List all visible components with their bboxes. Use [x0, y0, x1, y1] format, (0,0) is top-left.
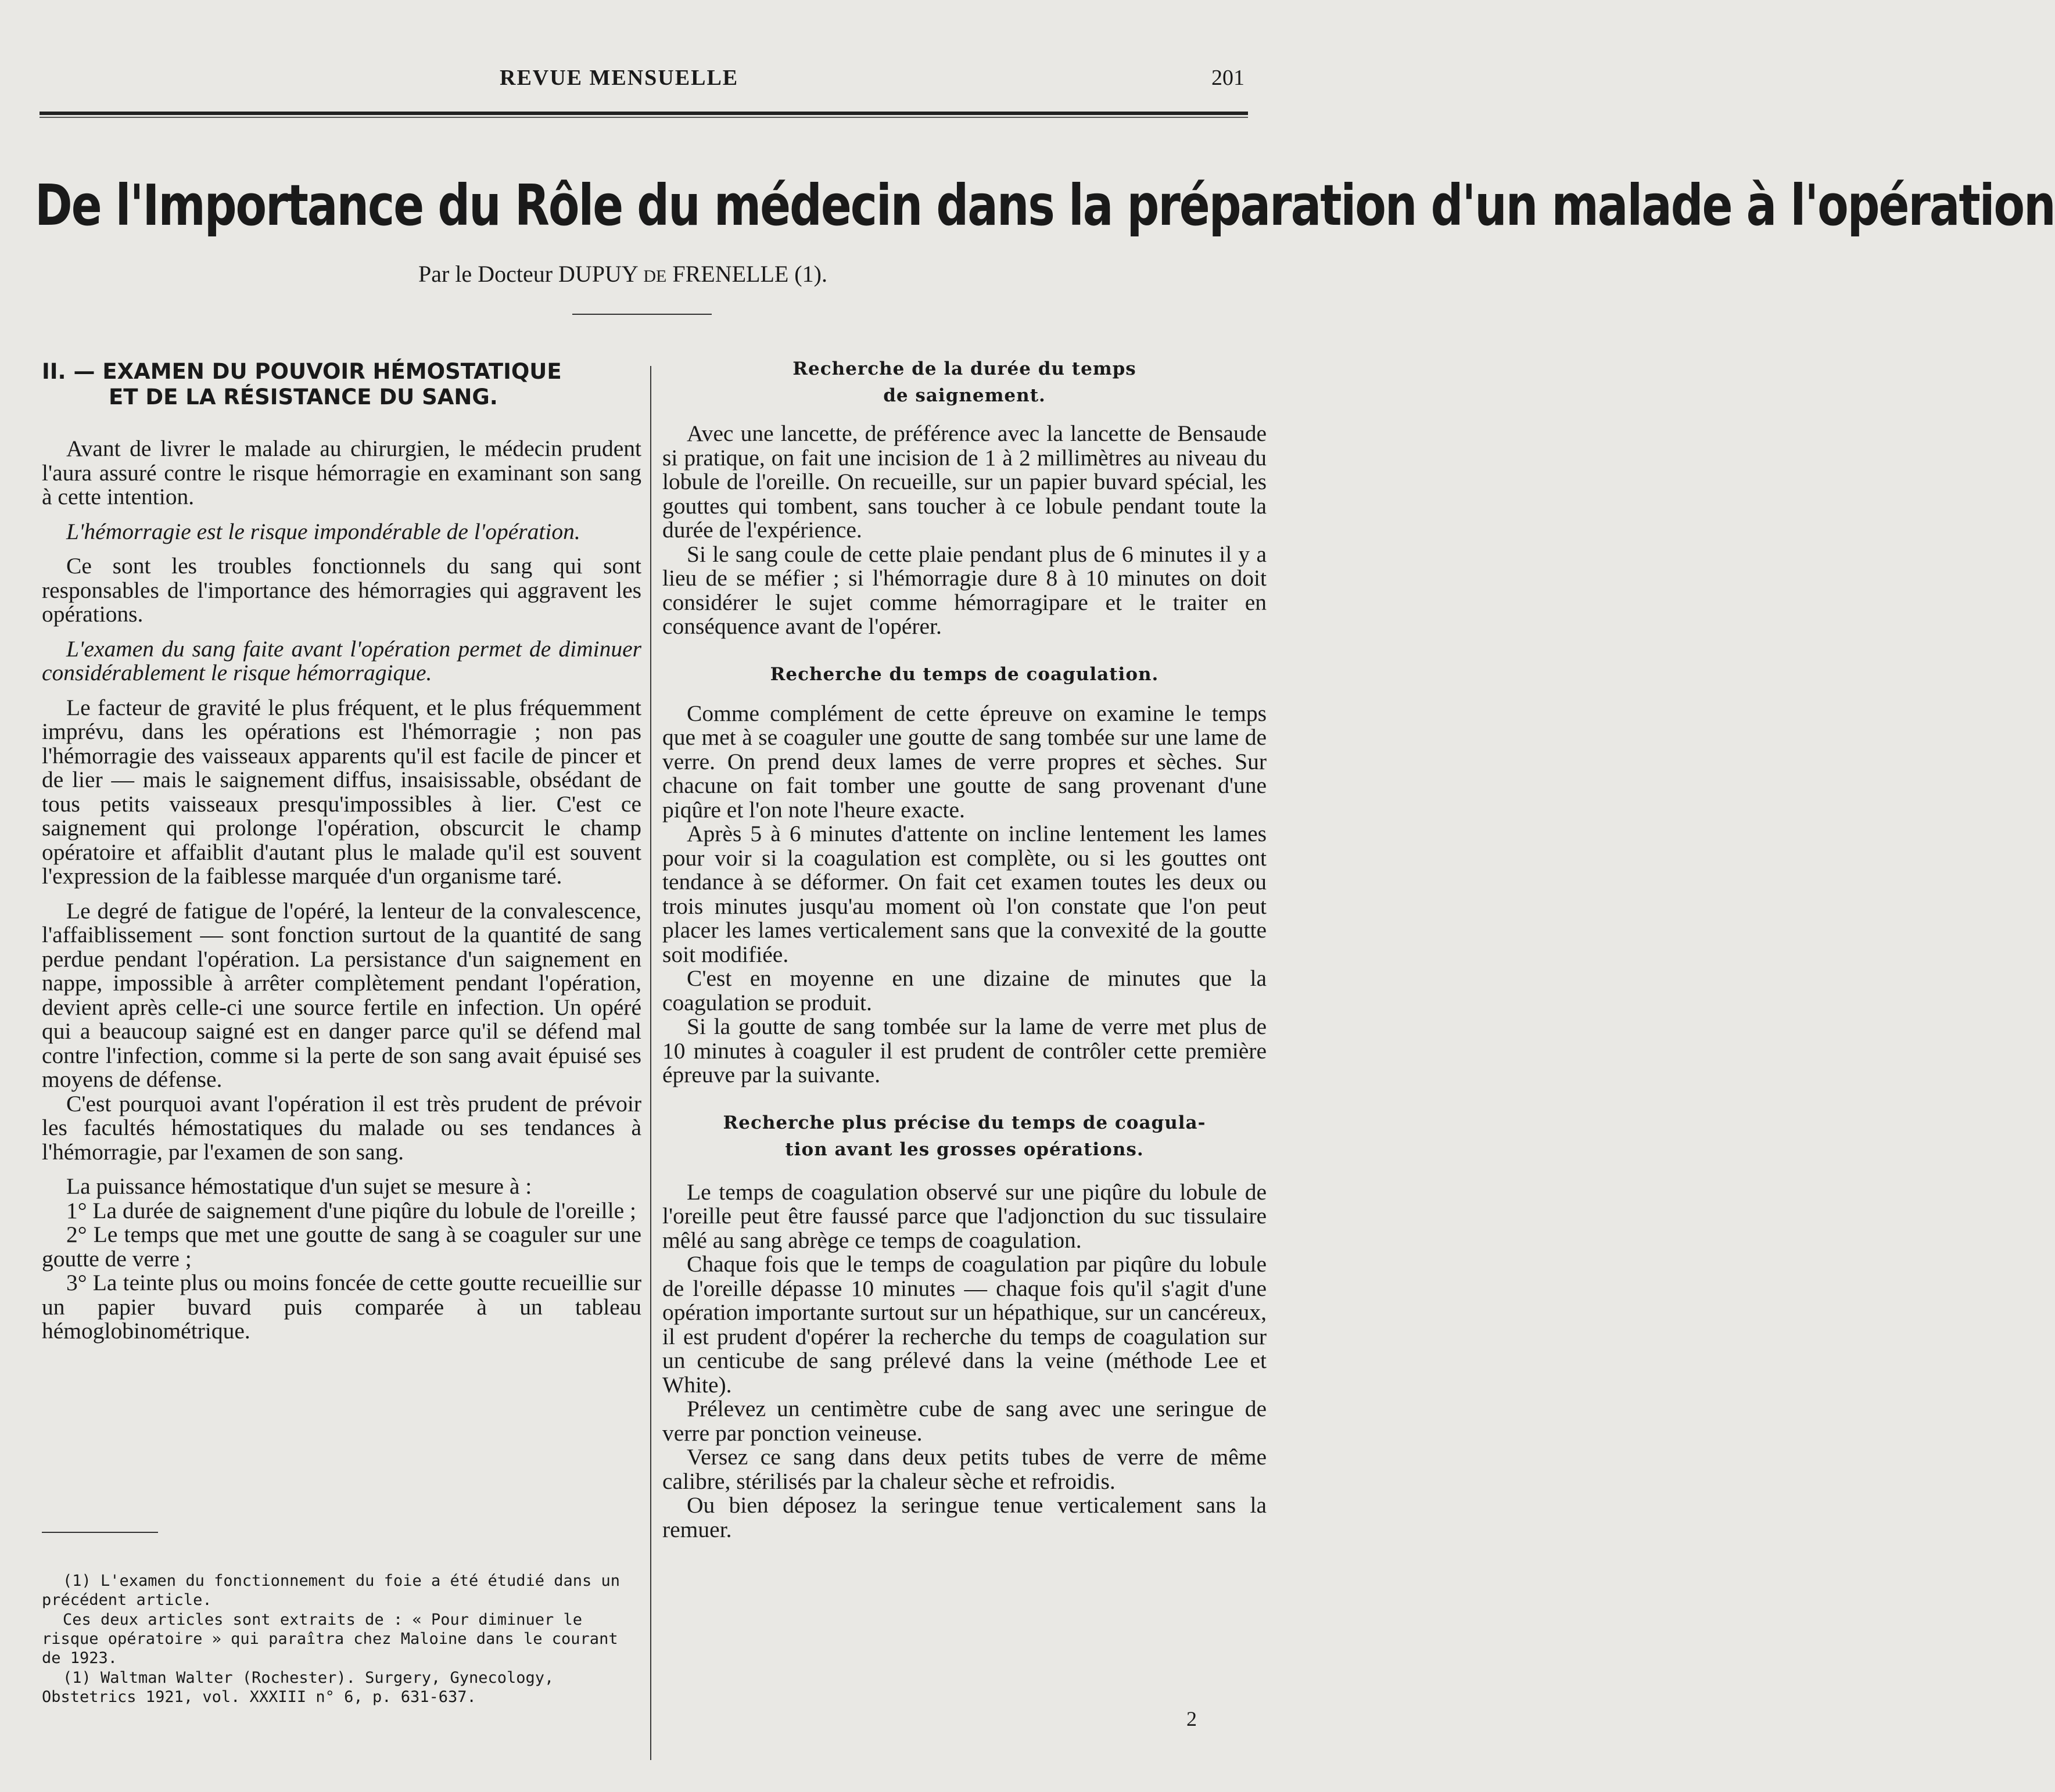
section-title-line2: ET DE LA RÉSISTANCE DU SANG. [109, 385, 498, 410]
paragraph: Chaque fois que le temps de coagulation par piqûre du lobule de l'oreille dépasse 10 minutes — chaque fois qu'il s'agit d'une opération importante surtout sur un hépathique, sur un cancéreux, il est prudent d'opérer la recherche du temps de coagulation sur un centicube de sang prélevé dans la veine (méthode Lee et White). [662, 1251, 1267, 1398]
column-divider [650, 366, 651, 1760]
byline-prefix: Par le Docteur DUPUY [418, 261, 644, 287]
header-rule-thin [40, 117, 1248, 118]
subheading-precise-coagulation [662, 1109, 1267, 1163]
paragraph: Ce sont les troubles fonctionnels du sang qui sont responsables de l'importance des hémorragies qui aggravent les opérations. [42, 553, 641, 627]
title-separator [572, 314, 712, 315]
list-intro: La puissance hémostatique d'un sujet se mesure à : [66, 1173, 532, 1199]
paragraph: Si la goutte de sang tombée sur la lame de verre met plus de 10 minutes à coaguler il est prudent de contrôler cette première épreuve par la suivante. [662, 1014, 1267, 1087]
list-item: 2° Le temps que met une goutte de sang à se coaguler sur une goutte de verre ; [42, 1222, 641, 1272]
article-byline [418, 260, 827, 288]
running-head: REVUE MENSUELLE [500, 66, 739, 90]
subheading-line: de saignement. [883, 385, 1046, 406]
footnote: (1) L'examen du fonctionnement du foie a été étudié dans un précédent article. [42, 1572, 621, 1609]
subheading-bleeding-time [662, 355, 1267, 409]
paragraph: Avant de livrer le malade au chirurgien, le médecin prudent l'aura assuré contre le risque hémorragie en examinant son sang à cette intention. [42, 436, 641, 509]
subheading-coagulation-time: Recherche du temps de coagulation. [770, 663, 1159, 685]
left-column [42, 437, 641, 1344]
paragraph: Si le sang coule de cette plaie pendant plus de 6 minutes il y a lieu de se méfier ; si l'hémorragie dure 8 à 10 minutes on doit considérer le sujet comme hémorragipare et le traiter en conséquence avant de l'opérer. [662, 541, 1267, 639]
list-item: 3° La teinte plus ou moins foncée de cette goutte recueillie sur un papier buvard puis comparée à un tableau hémoglobinométrique. [42, 1270, 641, 1344]
footnote: (1) Waltman Walter (Rochester). Surgery, Gynecology, Obstetrics 1921, vol. XXXIII n° 6, p. 631-637. [42, 1669, 554, 1706]
paragraph: Prélevez un centimètre cube de sang avec une seringue de verre par ponction veineuse. [662, 1396, 1267, 1446]
article-title: De l'Importance du Rôle du médecin dans la préparation d'un malade à l'opération [35, 173, 2055, 239]
paragraph: Après 5 à 6 minutes d'attente on incline lentement les lames pour voir si la coagulation est complète, ou si les gouttes ont tendance à se déformer. On fait cet examen toutes les deux ou trois minutes jusqu'au moment où l'on constate que l'on peut placer les lames verticalement sans que la convexité de la goutte soit modifiée. [662, 821, 1267, 967]
page-number: 201 [1211, 66, 1245, 90]
paragraph: C'est pourquoi avant l'opération il est très prudent de prévoir les facultés hémostatiques du malade ou ses tendances à l'hémorragie, par l'examen de son sang. [42, 1090, 641, 1165]
subheading-line: Recherche plus précise du temps de coagula- [723, 1112, 1206, 1133]
subheading-line: tion avant les grosses opérations. [785, 1139, 1144, 1160]
paragraph: Le facteur de gravité le plus fréquent, et le plus fréquemment imprévu, dans les opérations est l'hémorragie ; non pas l'hémorragie des vaisseaux apparents qu'il est facile de pincer et de lier — mais le saignement diffus, insaisissable, obsédant de tous petits vaisseaux presqu'impossibles à lier. C'est ce saignement qui prolonge l'opération, obscurcit le champ opératoire et affaiblit d'autant plus le malade qu'il est souvent l'expression de la faiblesse marquée d'un organisme taré. [42, 694, 641, 889]
paragraph: Le degré de fatigue de l'opéré, la lenteur de la convalescence, l'affaiblissement — sont fonction surtout de la quantité de sang perdue pendant l'opération. La persistance d'un saignement en nappe, impossible à arrêter complètement pendant l'opération, devient après celle-ci une source fertile en infection. Un opéré qui a beaucoup saigné est en danger parce qu'il se défend mal contre l'infection, comme si la perte de son sang avait épuisé ses moyens de défense. [42, 897, 641, 1092]
paragraph: Versez ce sang dans deux petits tubes de verre de même calibre, stérilisés par la chaleur sèche et refroidis. [662, 1444, 1267, 1494]
section-title-line1: II. — EXAMEN DU POUVOIR HÉMOSTATIQUE [42, 359, 562, 384]
byline-suffix: FRENELLE (1). [666, 261, 827, 287]
footnotes [42, 1571, 641, 1707]
right-column [662, 355, 1267, 1542]
paragraph: Le temps de coagulation observé sur une piqûre du lobule de l'oreille peut être faussé parce que l'adjonction du suc tissulaire mêlé au sang abrège ce temps de coagulation. [662, 1179, 1267, 1253]
paragraph: Comme complément de cette épreuve on examine le temps que met à se coaguler une goutte de sang tombée sur une lame de verre. On prend deux lames de verre propres et sèches. Sur chacune on fait tomber une goutte de sang provenant d'une piqûre et l'on note l'heure exacte. [662, 700, 1267, 823]
footnote-rule [42, 1532, 158, 1533]
header-rule [40, 112, 1248, 115]
paragraph: Avec une lancette, de préférence avec la lancette de Bensaude si pratique, on fait une incision de 1 à 2 millimètres au niveau du lobule de l'oreille. On recueille, sur un papier buvard spécial, les gouttes qui tombent, sans toucher à ce lobule pendant toute la durée de l'expérience. [662, 421, 1267, 543]
section-title [42, 359, 640, 410]
footnote: Ces deux articles sont extraits de : « Pour diminuer le risque opératoire » qui paraîtra chez Maloine dans le courant de 1923. [42, 1611, 618, 1667]
subheading-line: Recherche de la durée du temps [792, 358, 1136, 379]
sheet-signature: 2 [1186, 1707, 1197, 1730]
list-item: 1° La durée de saignement d'une piqûre du lobule de l'oreille ; [66, 1197, 637, 1223]
byline-particle: DE [643, 267, 667, 286]
paragraph-italic: L'hémorragie est le risque impondérable de l'opération. [66, 518, 580, 544]
paragraph: Ou bien déposez la seringue tenue verticalement sans la remuer. [662, 1492, 1267, 1542]
paragraph-italic: L'examen du sang faite avant l'opération permet de diminuer considérablement le risque hémorragique. [42, 635, 641, 685]
paragraph: C'est en moyenne en une dizaine de minutes que la coagulation se produit. [662, 965, 1267, 1015]
